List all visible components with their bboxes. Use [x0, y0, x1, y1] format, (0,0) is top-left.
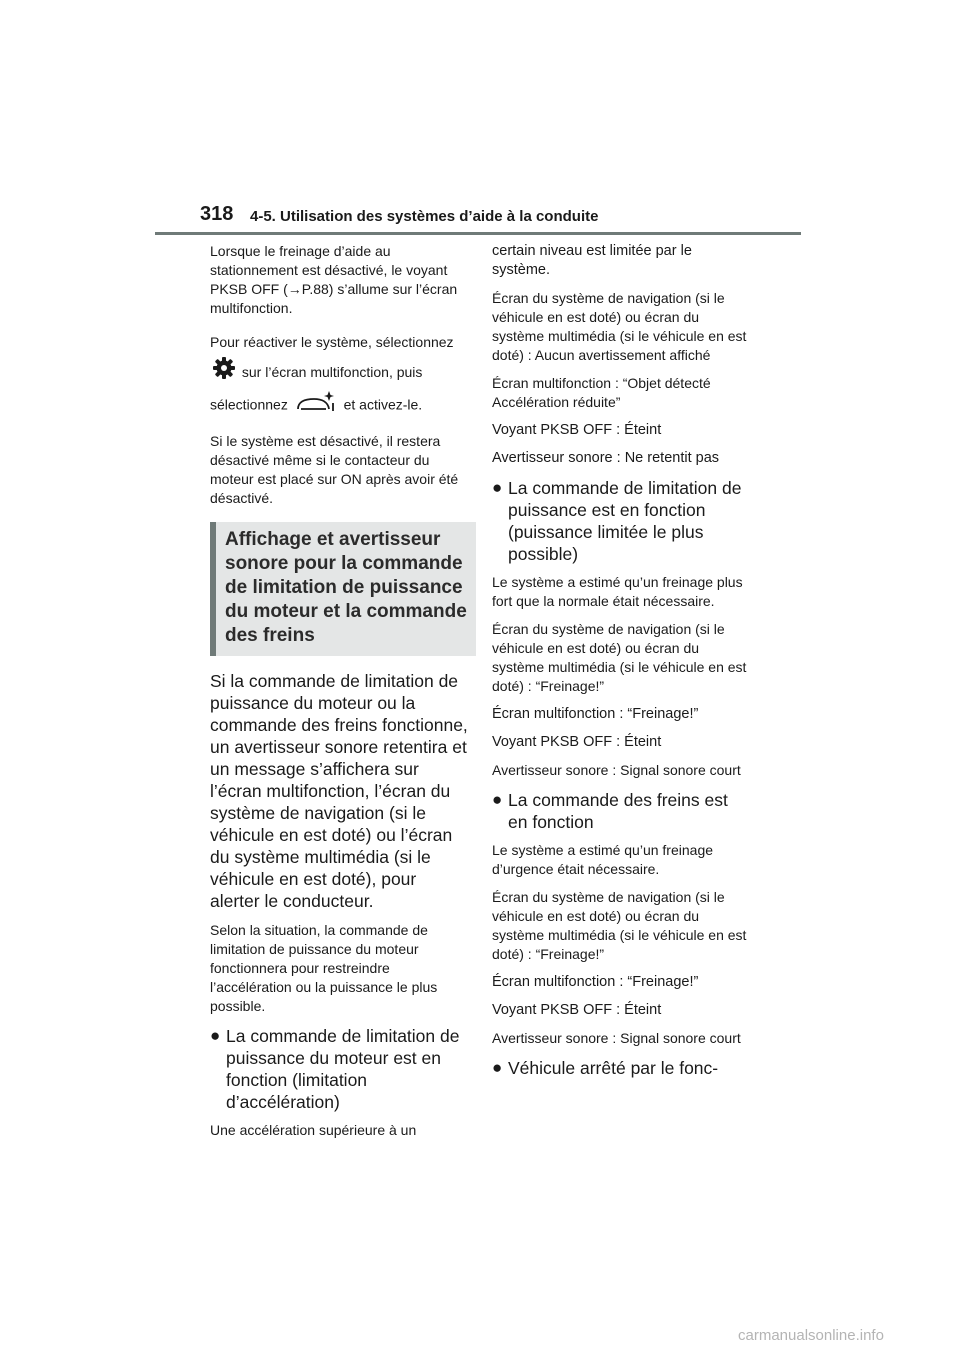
watermark: carmanualsonline.info [738, 1327, 884, 1344]
paragraph: Écran du système de navigation (si le véhicule en est doté) ou écran du système multimédia (si le véhicule en est doté) : “Freinage!” [492, 621, 747, 694]
paragraph: Avertisseur sonore : Ne retentit pas [492, 450, 720, 466]
page-header [200, 203, 800, 233]
paragraph: Une accélération supérieure à un [210, 1122, 417, 1139]
page-number: 318 [200, 203, 234, 225]
bullet-item: ● La commande des freins est en fonction [492, 790, 728, 832]
bullet-item: ● La commande de limitation de puissance est en fonction (puissance limitée le plus possible) [492, 478, 742, 564]
paragraph: Le système a estimé qu’un freinage d’urgence était nécessaire. [492, 842, 714, 877]
paragraph: certain niveau est limitée par le système. [492, 243, 692, 278]
paragraph: Avertisseur sonore : Signal sonore court [492, 1030, 741, 1046]
paragraph: Voyant PKSB OFF : Éteint [492, 734, 662, 750]
paragraph: Écran multifonction : “Freinage!” [492, 974, 699, 990]
paragraph: Écran multifonction : “Freinage!” [492, 706, 699, 722]
bullet-dot-icon: ● [492, 790, 503, 809]
paragraph: Voyant PKSB OFF : Éteint [492, 1002, 662, 1018]
paragraph: Voyant PKSB OFF : Éteint [492, 422, 662, 438]
paragraph: Le système a estimé qu’un freinage plus fort que la normale était nécessaire. [492, 574, 743, 609]
gear-icon [213, 357, 235, 389]
paragraph: Lorsque le freinage d’aide au stationnement est désactivé, le voyant PKSB OFF (→P.88) s’allume sur l’écran multifonction. [210, 243, 458, 316]
subsection-heading: Affichage et avertisseur sonore pour la commande de limitation de puissance du moteur et la commande des freins [225, 529, 467, 647]
pksb-car-icon [295, 389, 337, 423]
bullet-dot-icon: ● [210, 1026, 221, 1046]
paragraph: Si le système est désactivé, il restera désactivé même si le contacteur du moteur est placé sur ON après avoir été désactivé. [210, 433, 459, 507]
bullet-item: ● Véhicule arrêté par le fonc- [492, 1058, 719, 1078]
bullet-dot-icon: ● [492, 478, 503, 497]
paragraph: Avertisseur sonore : Signal sonore court [492, 762, 741, 778]
right-column [492, 242, 752, 1087]
paragraph: Écran du système de navigation (si le véhicule en est doté) ou écran du système multimédia (si le véhicule en est doté) : Aucun avertissement affiché [492, 290, 747, 363]
bullet-dot-icon: ● [492, 1058, 503, 1077]
header-rule [155, 232, 801, 235]
paragraph: Selon la situation, la commande de limitation de puissance du moteur fonctionnera pour restreindre l’accélération ou la puissance le plus possible. [210, 922, 438, 1015]
bullet-item: ● La commande de limitation de puissance du moteur est en fonction (limitation d’accélération) [210, 1026, 460, 1113]
paragraph: Écran du système de navigation (si le véhicule en est doté) ou écran du système multimédia (si le véhicule en est doté) : “Freinage!” [492, 889, 747, 962]
paragraph: Si la commande de limitation de puissance du moteur ou la commande des freins fonctionne, un avertisseur sonore retentira et un message s’affichera sur l’écran multifonction, l’écran du système de navigation (si le véhicule en est doté) ou l’écran du système multimédia (si le véhicule en est doté), pour alerter le conducteur. [210, 671, 468, 912]
paragraph: Écran multifonction : “Objet détecté Accélération réduite” [492, 375, 711, 410]
paragraph-reactivate: Pour réactiver le système, sélectionnez sur l’écran multifonction, puis sélectionnez et activez-le. [210, 327, 470, 423]
subsection-heading-box [210, 522, 476, 656]
section-title: 4-5. Utilisation des systèmes d’aide à la conduite [250, 208, 599, 225]
left-column [210, 242, 470, 1149]
